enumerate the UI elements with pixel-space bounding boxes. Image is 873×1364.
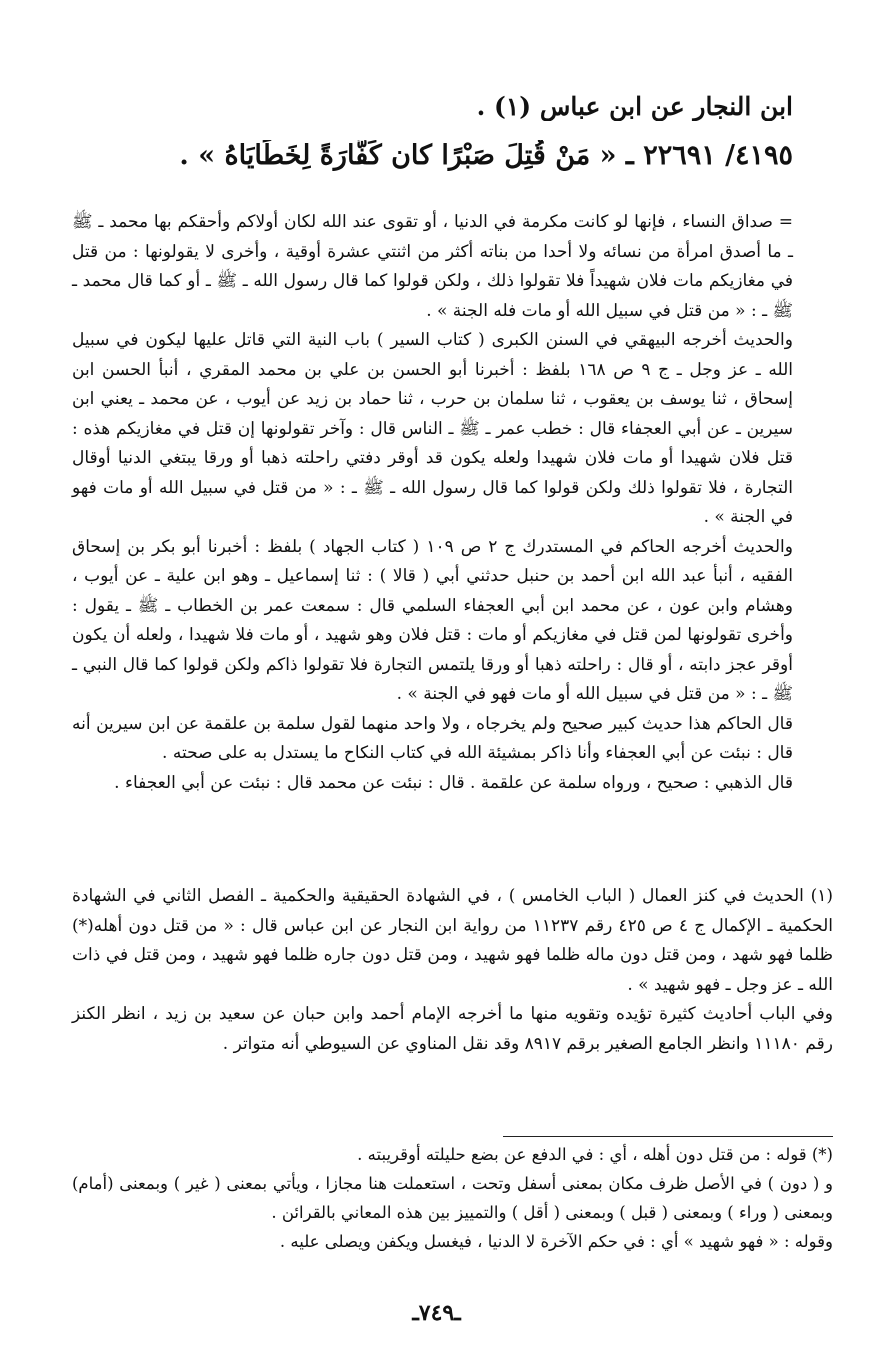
- footnote-block: [72, 882, 833, 1059]
- commentary-paragraph: = صداق النساء ، فإنها لو كانت مكرمة في الدنيا ، أو تقوى عند الله لكان أولاكم وأحقكم بها محمد ـ ﷺ ـ ما أصدق امرأة من نسائه ولا أحدا من بناته أكثر من اثنتي عشرة أوقية ، وأخرى لا يقولونها : من قتل في مغازيكم مات فلان شهيداً فلا تقولوا ذلك ، ولكن قولوا كما قال رسول الله ـ ﷺ ـ أو كما قال محمد ـ ﷺ ـ : « من قتل في سبيل الله أو مات فله الجنة » .: [72, 212, 793, 321]
- star-note-block: [72, 1140, 833, 1256]
- star-note-paragraph: (*) قوله : من قتل دون أهله ، أي : في الدفع عن بضع حليلته أوقريبته .: [357, 1145, 833, 1164]
- star-note-paragraph: وقوله : « فهو شهيد » أي : في حكم الآخرة لا الدنيا ، فيغسل ويكفن ويصلى عليه .: [279, 1232, 833, 1251]
- commentary-paragraph: قال الحاكم هذا حديث كبير صحيح ولم يخرجاه ، ولا واحد منهما لقول سلمة بن علقمة عن ابن سيرين أنه قال : نبئت عن أبي العجفاء وأنا ذاكر بمشيئة الله في كتاب النكاح ما يستدل به على صحته .: [72, 713, 793, 763]
- commentary-paragraph: قال الذهبي : صحيح ، ورواه سلمة عن علقمة . قال : نبئت عن محمد قال : نبئت عن أبي العجفاء .: [114, 772, 793, 793]
- heading-source-line: ابن النجار عن ابن عباس (١) .: [476, 92, 793, 121]
- footnote-paragraph: وفي الباب أحاديث كثيرة تؤيده وتقويه منها ما أخرجه الإمام أحمد وابن حبان عن سعيد بن زيد ، انظر الكنز رقم ١١١٨٠ وانظر الجامع الصغير برقم ٨٩١٧ وقد نقل المناوي عن السيوطي أنه متواتر .: [72, 1004, 833, 1054]
- main-commentary: [72, 208, 793, 798]
- footnote-separator: [503, 1136, 833, 1137]
- hadith-heading: ٤١٩٥/ ٢٢٦٩١ ـ « مَنْ قُتِلَ صَبْرًا كان كَفَّارَةً لِخَطَايَاهُ » .: [179, 140, 793, 171]
- commentary-paragraph: والحديث أخرجه الحاكم في المستدرك ج ٢ ص ١٠٩ ( كتاب الجهاد ) بلفظ : أخبرنا أبو بكر بن إسحاق الفقيه ، أنبأ عبد الله ابن أحمد بن حنبل حدثني أبي ( قالا ) : ثنا إسماعيل ـ وهو ابن علية ـ عن أيوب ، وهشام وابن عون ، عن محمد ابن أبي العجفاء السلمي قال : سمعت عمر بن الخطاب ـ ﷺ ـ يقول : وأخرى تقولونها لمن قتل في مغازيكم أو مات : قتل فلان وهو شهيد ، أو مات فلا شهيدا ، ولعله أن يكون أوقر عجز دابته ، أو قال : راحلته ذهبا أو ورقا يلتمس التجارة فلا تقولوا ذاكم ولكن قولوا كما قال النبي ـ ﷺ ـ : « من قتل في سبيل الله أو مات فهو في الجنة » .: [72, 536, 793, 704]
- page-number: ـ٧٤٩ـ: [412, 1300, 461, 1326]
- footnote-paragraph: (١) الحديث في كنز العمال ( الباب الخامس ) ، في الشهادة الحقيقية والحكمية ـ الفصل الثاني في الشهادة الحكمية ـ الإكمال ج ٤ ص ٤٢٥ رقم ١١٢٣٧ من رواية ابن النجار عن ابن عباس قال : « من قتل دون أهله(*) ظلما فهو شهد ، ومن قتل دون ماله ظلما فهو شهيد ، ومن قتل دون جاره ظلما فهو شهيد ، ومن قتل في ذات الله ـ عز وجل ـ فهو شهيد » .: [72, 886, 833, 995]
- star-note-paragraph: و ( دون ) في الأصل ظرف مكان بمعنى أسفل وتحت ، استعملت هنا مجازا ، ويأتي بمعنى ( غير ) وبمعنى (أمام) وبمعنى ( وراء ) وبمعنى ( قبل ) وبمعنى ( أقل ) والتمييز بين هذه المعاني بالقرائن .: [72, 1174, 833, 1222]
- commentary-paragraph: والحديث أخرجه البيهقي في السنن الكبرى ( كتاب السير ) باب النية التي قاتل عليها ليكون في سبيل الله ـ عز وجل ـ ج ٩ ص ١٦٨ بلفظ : أخبرنا أبو الحسن بن علي بن محمد المقري ، أنبأ الحسن ابن إسحاق ، ثنا يوسف بن يعقوب ، ثنا سلمان بن حرب ، ثنا حماد بن زيد عن أيوب ، عن محمد ـ يعني ابن سيرين ـ عن أبي العجفاء قال : خطب عمر ـ ﷺ ـ الناس قال : وآخر تقولونها إن قتل في مغازيكم هذه : قتل فلان شهيدا أو مات فلان شهيدا ولعله يكون قد أوقر دفتي راحلته ذهبا أو ورقا يبتغي الدنيا أوقال التجارة ، فلا تقولوا ذلك ولكن قولوا كما قال رسول الله ـ ﷺ ـ : « من قتل في سبيل الله أو مات فهو في الجنة » .: [72, 330, 793, 527]
